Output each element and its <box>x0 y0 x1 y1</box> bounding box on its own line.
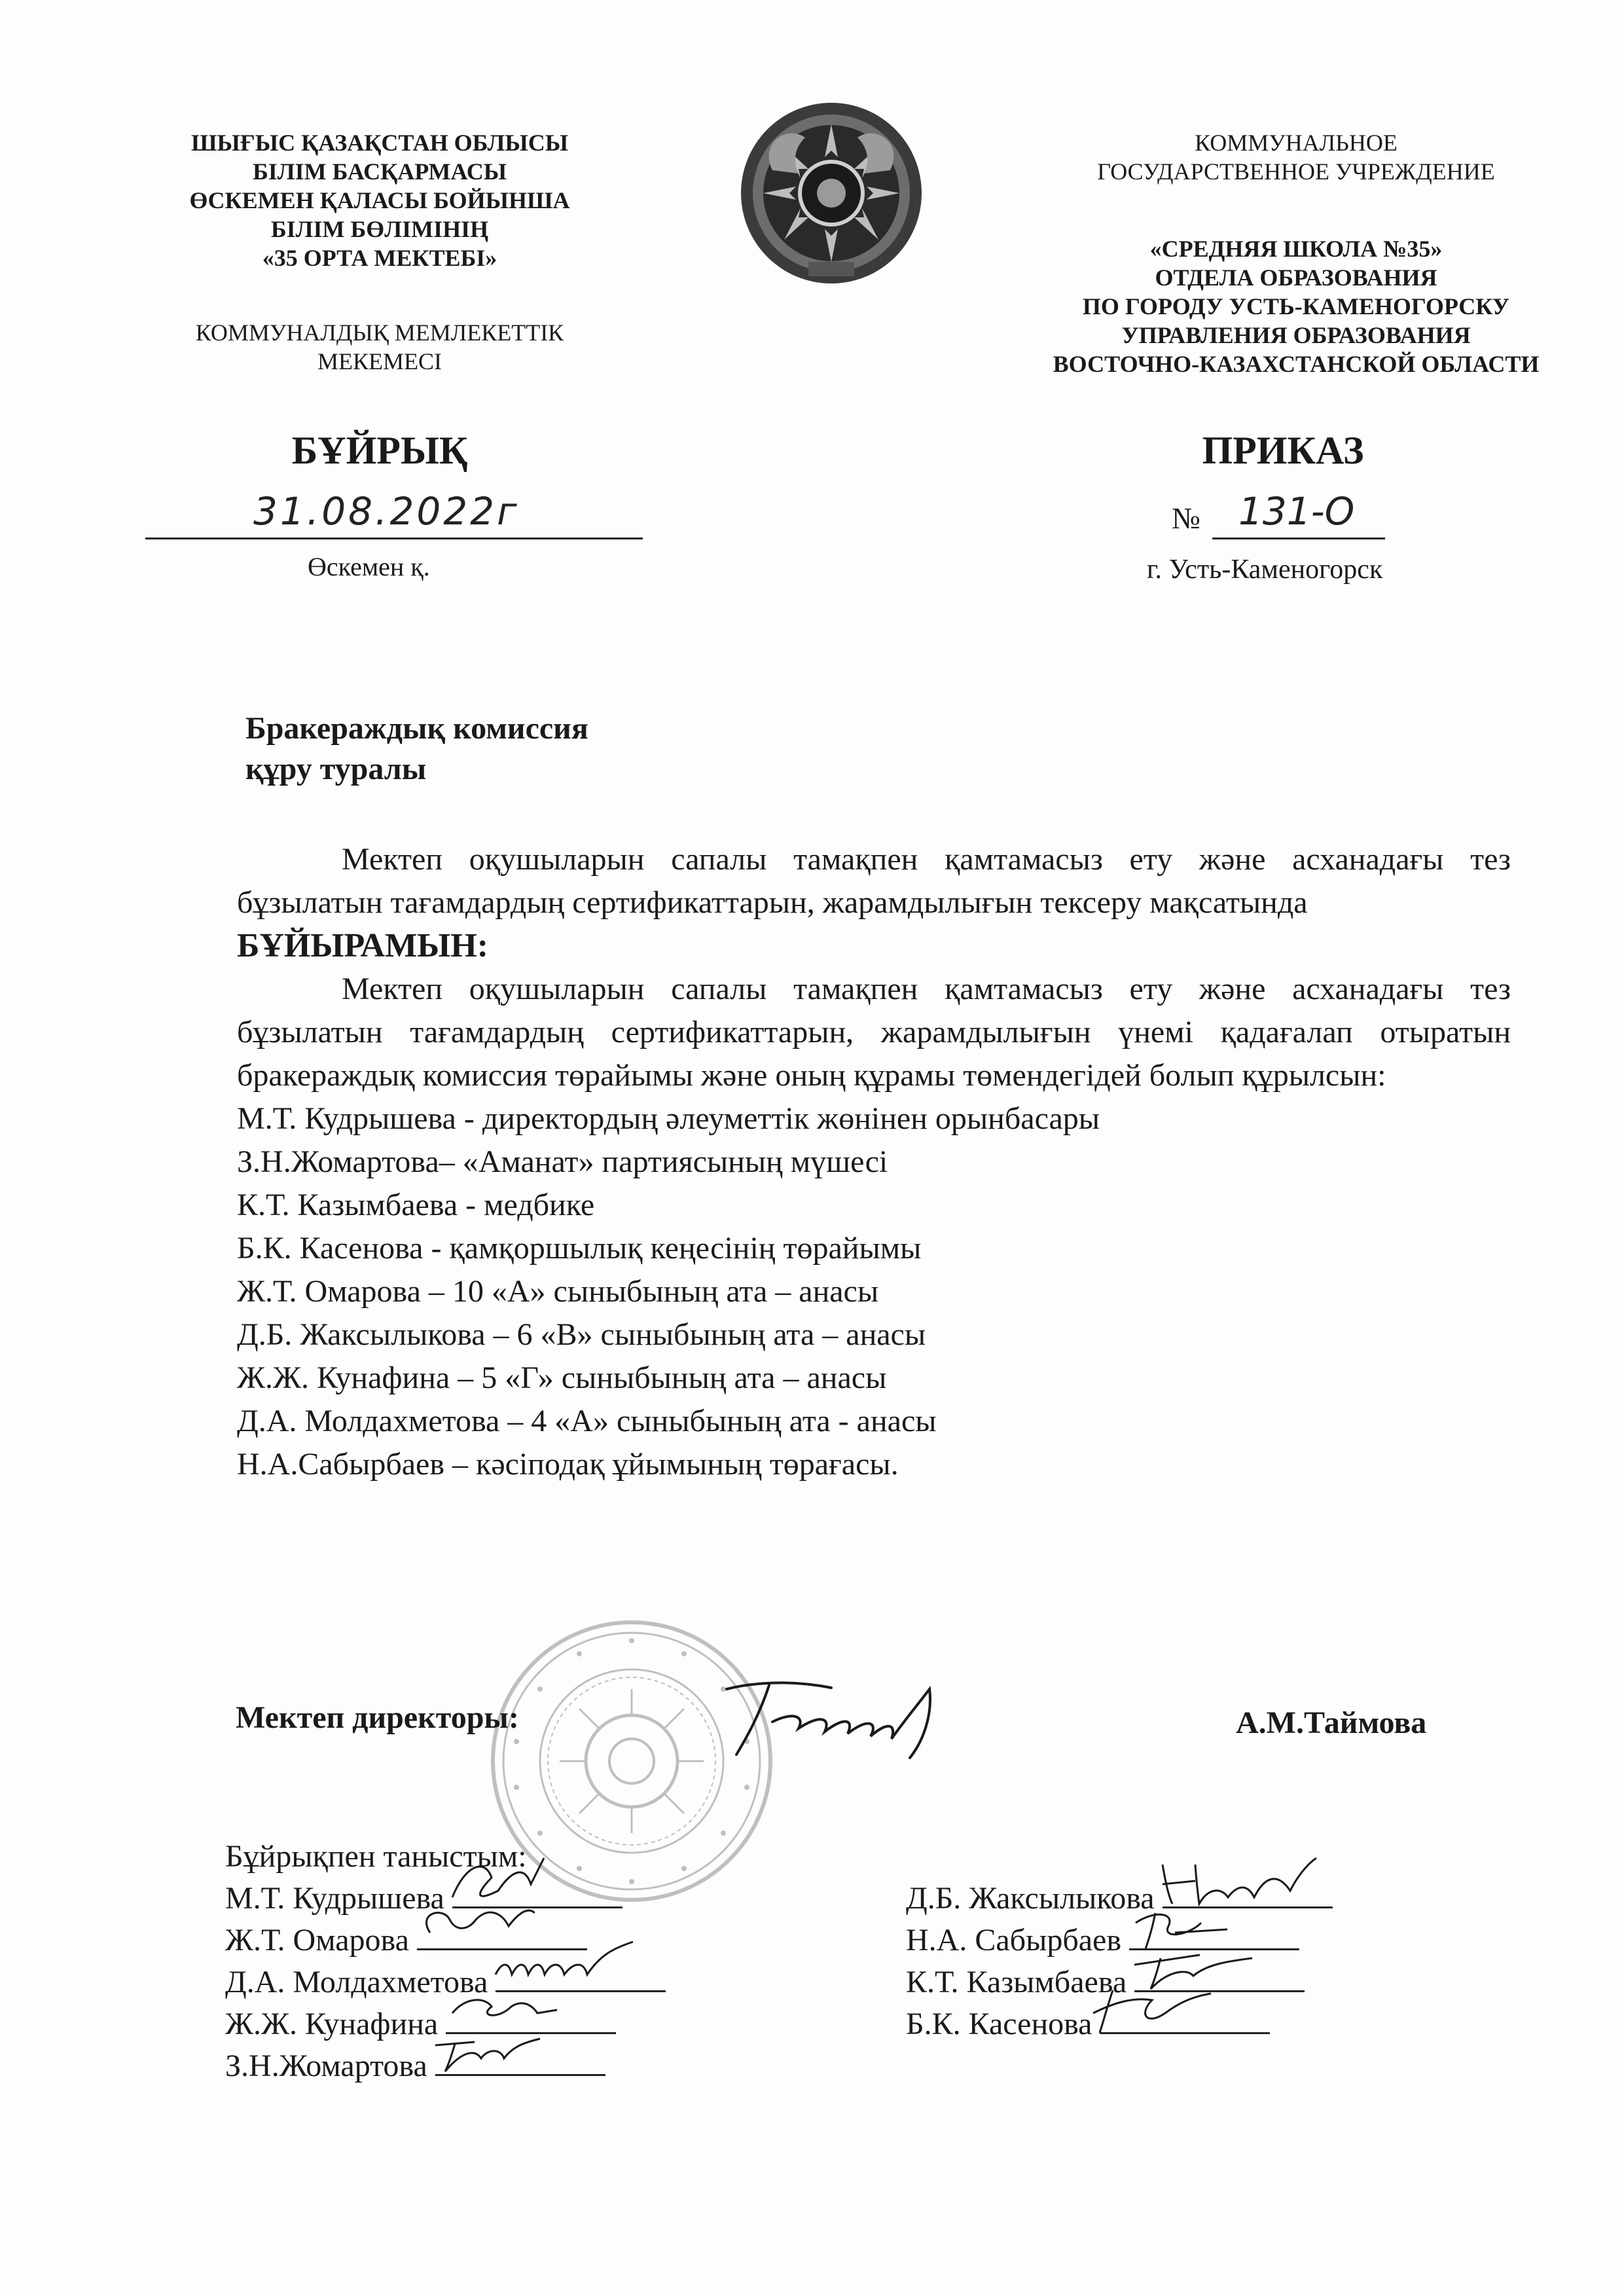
header-left-sub-line: МЕКЕМЕСІ <box>317 348 442 374</box>
handwritten-signature-icon <box>422 2019 553 2078</box>
order-city-ru: г. Усть-Каменогорск <box>1147 555 1383 585</box>
order-subject-line: құру туралы <box>245 752 427 786</box>
order-paragraph: Мектеп оқушыларын сапалы тамақпен қамтамасыз ету және асханадағы тез бұзылатын тағамдардың сертификаттарын, жарамдылығын үнемі қадағалап отыратын бракераждық комиссия төрайымы және оның құрамы төмендегідей болып құрылсын: <box>237 972 1511 1093</box>
header-left-line: «35 ОРТА МЕКТЕБІ» <box>262 245 497 271</box>
ack-row <box>906 1920 1333 1961</box>
director-name: А.М.Таймова <box>1236 1705 1427 1740</box>
ack-name: Б.К. Касенова <box>906 2007 1092 2041</box>
list-item: Д.Б. Жаксылыкова – 6 «В» сыныбының ата – анасы <box>237 1317 926 1352</box>
order-subject <box>245 708 588 790</box>
order-date-handwritten: 31.08.2022г <box>253 489 520 534</box>
order-city-kk: Өскемен қ. <box>308 552 430 581</box>
ack-name: М.Т. Кудрышева <box>225 1881 444 1916</box>
acknowledgement-right <box>906 1878 1333 2045</box>
list-item: З.Н.Жомартова– «Аманат» партиясының мүшесі <box>237 1144 888 1179</box>
order-number-handwritten: 131-О <box>1238 489 1355 534</box>
ack-name: Д.А. Молдахметова <box>225 1965 488 1999</box>
order-number-line <box>1212 488 1385 539</box>
list-item: К.Т. Казымбаева - медбике <box>237 1188 595 1222</box>
header-right-line: «СРЕДНЯЯ ШКОЛА №35» <box>1149 236 1443 262</box>
director-label: Мектеп директоры: <box>236 1700 519 1735</box>
list-item: Н.А.Сабырбаев – кәсіподақ ұйымының төрағасы. <box>237 1447 899 1482</box>
ack-name: Д.Б. Жаксылыкова <box>906 1881 1155 1916</box>
ack-name: Н.А. Сабырбаев <box>906 1923 1122 1958</box>
header-left-sub-line: КОММУНАЛДЫҚ МЕМЛЕКЕТТІК <box>195 319 564 346</box>
ack-name: К.Т. Казымбаева <box>906 1965 1127 1999</box>
order-number-prefix: № <box>1172 501 1200 535</box>
header-left-line: ШЫҒЫС ҚАЗАҚСТАН ОБЛЫСЫ <box>190 130 569 156</box>
director-signature-icon <box>707 1676 943 1761</box>
ack-name: З.Н.Жомартова <box>225 2049 427 2083</box>
header-right-line: УПРАВЛЕНИЯ ОБРАЗОВАНИЯ <box>1121 322 1471 348</box>
ack-row <box>906 2003 1333 2045</box>
header-left-line: ӨСКЕМЕН ҚАЛАСЫ БОЙЫНША <box>189 187 570 213</box>
list-item: Б.К. Касенова - қамқоршылық кеңесінің төрайымы <box>237 1231 922 1266</box>
header-right-ru <box>995 234 1597 378</box>
intro-paragraph: Мектеп оқушыларын сапалы тамақпен қамтамасыз ету және асханадағы тез бұзылатын тағамдардың сертификаттарын, жарамдылығын тексеру мақсатында <box>237 842 1511 920</box>
order-date-line <box>145 488 643 539</box>
list-item: Ж.Т. Омарова – 10 «А» сыныбының ата – анасы <box>237 1274 879 1309</box>
acknowledgement-left <box>225 1836 666 2087</box>
signature-line <box>435 2048 605 2076</box>
header-right-sub-line: КОММУНАЛЬНОЕ <box>1195 130 1398 156</box>
header-left-line: БІЛІМ БӨЛІМІНІҢ <box>270 216 489 242</box>
order-title-kk: БҰЙРЫҚ <box>291 429 468 472</box>
header-right-line: ВОСТОЧНО-КАЗАХСТАНСКОЙ ОБЛАСТИ <box>1053 351 1540 377</box>
ack-name: Ж.Т. Омарова <box>225 1923 409 1958</box>
order-title-ru: ПРИКАЗ <box>1202 429 1364 472</box>
ack-row <box>225 2045 666 2087</box>
header-right-line: ОТДЕЛА ОБРАЗОВАНИЯ <box>1155 264 1437 291</box>
ack-name: Ж.Ж. Кунафина <box>225 2007 439 2041</box>
header-left-line: БІЛІМ БАСҚАРМАСЫ <box>252 158 507 185</box>
order-body <box>237 838 1511 1486</box>
handwritten-signature-icon <box>1087 1977 1231 2036</box>
header-left-kk <box>124 128 635 272</box>
list-item: Ж.Ж. Кунафина – 5 «Г» сыныбының ата – анасы <box>237 1360 887 1395</box>
order-subject-line: Бракераждық комиссия <box>245 711 588 746</box>
signature-line <box>1100 2006 1270 2034</box>
list-item: Д.А. Молдахметова – 4 «А» сыныбының ата - анасы <box>237 1404 937 1438</box>
header-right-sub-line: ГОСУДАРСТВЕННОЕ УЧРЕЖДЕНИЕ <box>1097 158 1495 185</box>
list-item: М.Т. Кудрышева - директордың әлеуметтік жөнінен орынбасары <box>237 1101 1100 1136</box>
acknowledgement-label: Бұйрықпен таныстым: <box>225 1839 527 1874</box>
header-left-sub <box>124 318 635 376</box>
state-emblem-icon <box>733 98 929 288</box>
members-list <box>237 1097 1511 1486</box>
order-word: БҰЙЫРАМЫН: <box>237 927 489 964</box>
header-right-sub <box>1021 128 1571 186</box>
header-right-line: ПО ГОРОДУ УСТЬ-КАМЕНОГОРСКУ <box>1082 293 1510 319</box>
